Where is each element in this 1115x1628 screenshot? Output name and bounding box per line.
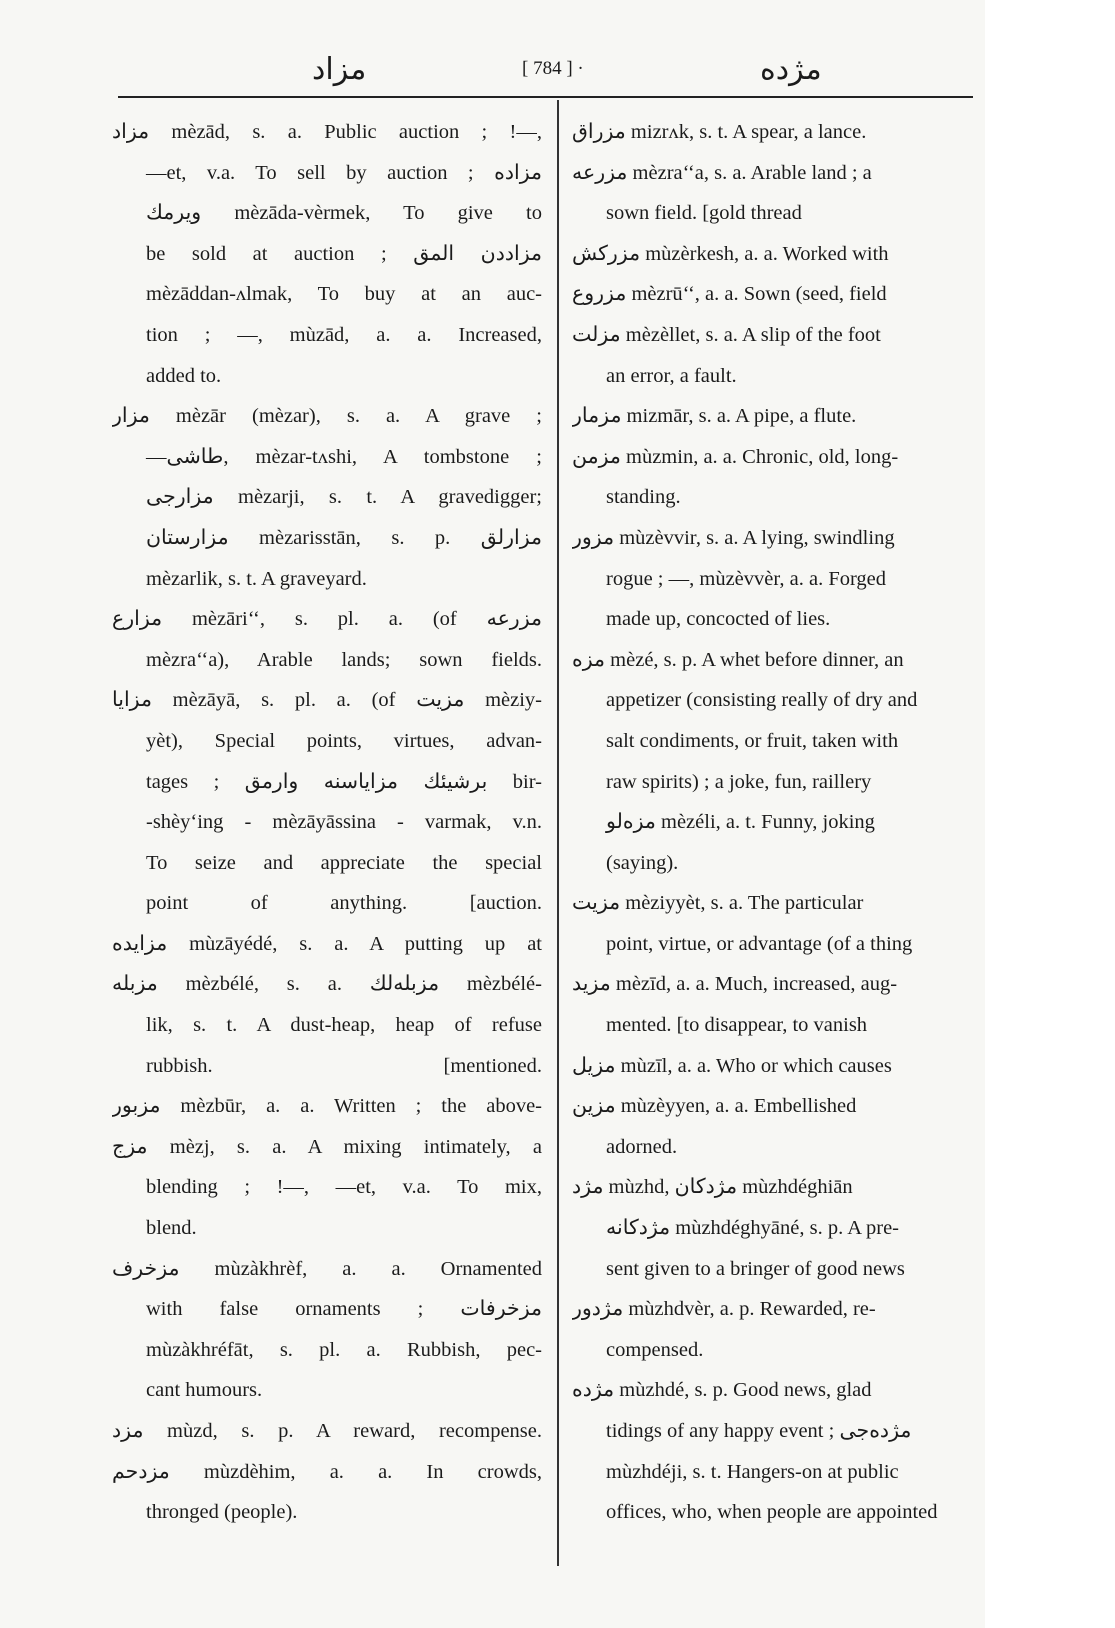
entry-line: lik, s. t. A dust-heap, heap of refuse [146, 1014, 542, 1037]
entry-line: مزج mèzj, s. a. A mixing intimately, a [112, 1135, 542, 1158]
entry-line: مزبله mèzbélé, s. a. مزبلەلك mèzbélé- [112, 973, 542, 996]
entry-line: To seize and appreciate the special [146, 851, 542, 874]
entry-line: blend. [146, 1217, 197, 1240]
entry-line: rogue ; —, mùzèvvèr, a. a. Forged [606, 567, 887, 590]
entry-line: sent given to a bringer of good news [606, 1257, 905, 1280]
page-margin [985, 0, 1115, 1628]
entry-line: مزلت mèzèllet, s. a. A slip of the foot [572, 323, 881, 346]
entry-line: mèzra‘‘a), Arable lands; sown fields. [146, 648, 542, 671]
entry-line: point of anything. [auction. [146, 892, 542, 915]
column-divider [557, 100, 559, 1566]
entry-line: standing. [606, 486, 681, 509]
entry-line: tages ; برشيئك مزاياسنه وارمق bir- [146, 770, 542, 793]
entry-line: مژدكانه mùzhdéghyāné, s. p. A pre- [606, 1217, 899, 1240]
entry-line: cant humours. [146, 1379, 263, 1402]
entry-line: مزروع mèzrū‘‘, a. a. Sown (seed, field [572, 283, 887, 306]
entry-line: مزمار mizmār, s. a. A pipe, a flute. [572, 405, 857, 428]
entry-line: مزد mùzd, s. p. A reward, recompense. [112, 1420, 542, 1442]
entry-line: مزيل mùzīl, a. a. Who or which causes [572, 1054, 892, 1077]
entry-line: mented. [to disappear, to vanish [606, 1014, 868, 1037]
header-rule [118, 96, 973, 98]
entry-line: mùzhdéji, s. t. Hangers-on at public [606, 1460, 899, 1483]
entry-line: rubbish. [mentioned. [146, 1054, 542, 1077]
entry-line: مزور mùzèvvir, s. a. A lying, swindling [572, 526, 895, 549]
entry-line: —طاشى, mèzar-tʌshi, A tombstone ; [146, 445, 542, 468]
entry-line: be sold at auction ; مزاددن المق [146, 242, 542, 265]
entry-line: مزيت mèziyyèt, s. a. The particular [572, 892, 864, 915]
entry-line: مزراق mizrʌk, s. t. A spear, a lance. [572, 121, 867, 143]
entry-line: مزاد mèzād, s. a. Public auction ; !—, [112, 121, 542, 143]
entry-line: مزارع mèzāri‘‘, s. pl. a. (of مزرعه [112, 608, 542, 631]
entry-line: thronged (people). [146, 1501, 298, 1524]
entry-line: مزايده mùzāyédé, s. a. A putting up at [112, 932, 542, 955]
entry-line: مزايا mèzāyā, s. pl. a. (of مزيت mèziy- [112, 689, 542, 712]
right-running-headword: مژده [760, 52, 822, 87]
entry-line: -shèy‘ing - mèzāyāssina - varmak, v.n. [146, 811, 542, 834]
entry-line: مزيد mèzīd, a. a. Much, increased, aug- [572, 973, 898, 996]
entry-line: (saying). [606, 851, 679, 874]
entry-line: مزدحم mùzdèhim, a. a. In crowds, [112, 1460, 542, 1483]
entry-line: مژدور mùzhdvèr, a. p. Rewarded, re- [572, 1298, 876, 1321]
entry-line: مزين mùzèyyen, a. a. Embellished [572, 1095, 857, 1118]
entry-line: adorned. [606, 1135, 678, 1158]
entry-line: added to. [146, 364, 222, 387]
entry-line: mèzarlik, s. t. A graveyard. [146, 567, 367, 590]
entry-line: مزرعه mèzra‘‘a, s. a. Arable land ; a [572, 161, 872, 184]
entry-line: tion ; —, mùzād, a. a. Increased, [146, 323, 542, 346]
entry-line: appetizer (consisting really of dry and [606, 689, 918, 712]
left-running-headword: مزاد [312, 52, 367, 87]
entry-line: blending ; !—, —et, v.a. To mix, [146, 1176, 542, 1199]
left-column [112, 112, 542, 1533]
entry-line: ويرمك mèzāda-vèrmek, To give to [146, 202, 542, 225]
entry-line: مژد mùzhd, مژدكان mùzhdéghiān [572, 1176, 853, 1199]
entry-line: salt condiments, or fruit, taken with [606, 729, 899, 752]
entry-line: مژده mùzhdé, s. p. Good news, glad [572, 1379, 872, 1402]
page-number: [ 784 ] · [522, 58, 584, 79]
entry-line: مزارجى mèzarji, s. t. A gravedigger; [146, 486, 542, 509]
entry-line: tidings of any happy event ; مژدەجى [606, 1420, 912, 1442]
entry-line: with false ornaments ; مزخرفات [146, 1298, 542, 1321]
entry-line: مزەلو mèzéli, a. t. Funny, joking [606, 811, 875, 834]
entry-line: point, virtue, or advantage (of a thing [606, 932, 913, 955]
entry-line: an error, a fault. [606, 364, 737, 387]
entry-line: مزارستان mèzarisstān, s. p. مزارلق [146, 526, 542, 549]
entry-line: مزار mèzār (mèzar), s. a. A grave ; [112, 405, 542, 428]
page-header [112, 50, 974, 94]
entry-line: sown field. [gold thread [606, 202, 802, 225]
entry-line: raw spirits) ; a joke, fun, raillery [606, 770, 872, 793]
entry-line: —et, v.a. To sell by auction ; مزاده [146, 161, 542, 184]
entry-line: مزبور mèzbūr, a. a. Written ; the above- [112, 1095, 542, 1118]
right-column [572, 112, 977, 1533]
entry-line: compensed. [606, 1338, 704, 1361]
entry-line: yèt), Special points, virtues, advan- [146, 729, 542, 752]
entry-line: mùzàkhréfāt, s. pl. a. Rubbish, pec- [146, 1338, 542, 1361]
entry-line: مزه mèzé, s. p. A whet before dinner, an [572, 648, 904, 671]
entry-line: made up, concocted of lies. [606, 608, 831, 631]
entry-line: offices, who, when people are appointed [606, 1501, 938, 1524]
entry-line: مزمن mùzmin, a. a. Chronic, old, long- [572, 445, 899, 468]
entry-line: mèzāddan-ʌlmak, To buy at an auc- [146, 283, 542, 306]
entry-line: مزخرف mùzàkhrèf, a. a. Ornamented [112, 1257, 542, 1280]
entry-line: مزركش mùzèrkesh, a. a. Worked with [572, 242, 889, 265]
